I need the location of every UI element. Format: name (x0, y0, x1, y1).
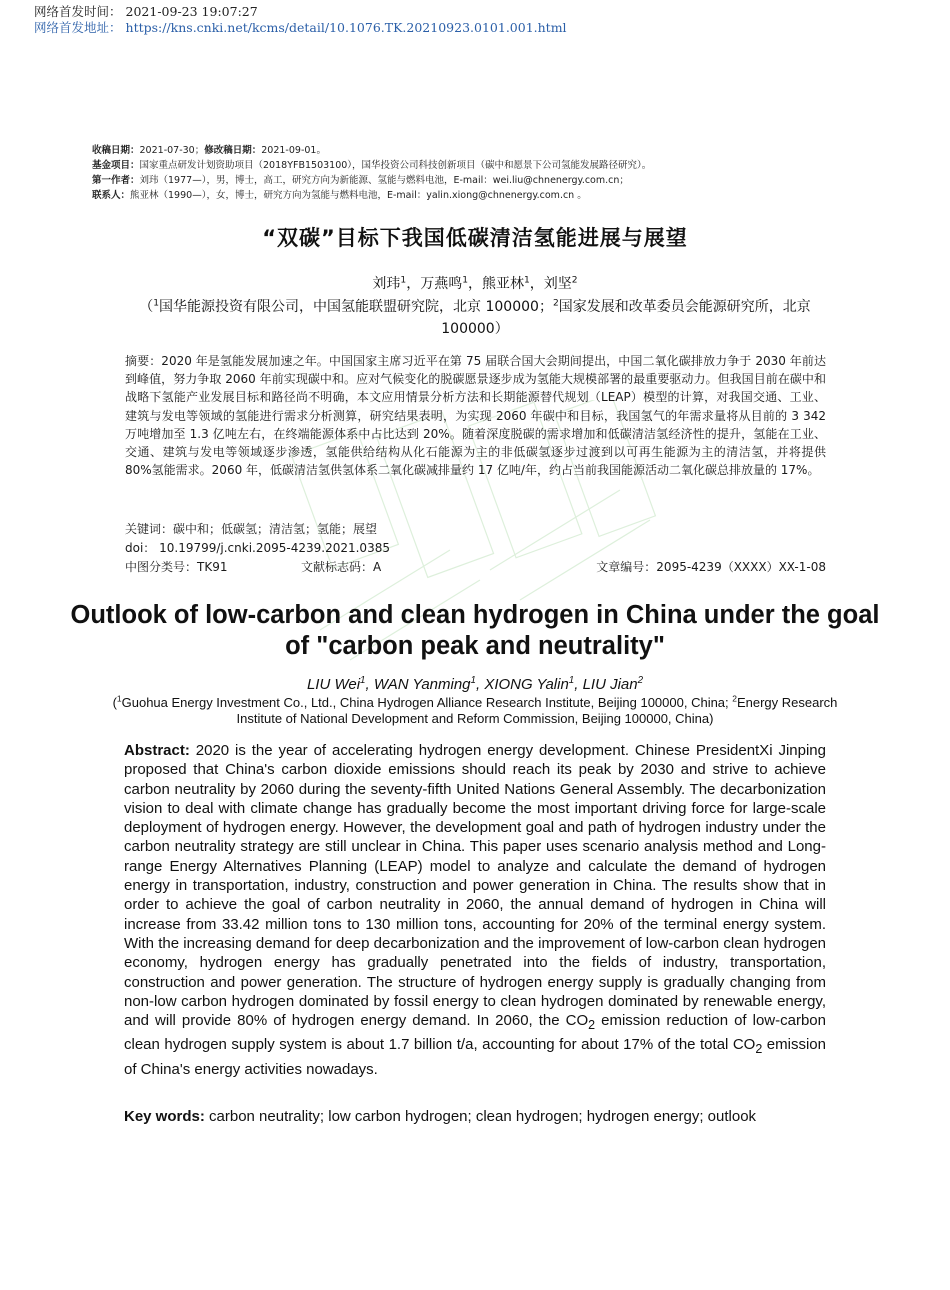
contact-line (92, 188, 872, 203)
publish-time-label: 网络首发时间： (34, 4, 122, 19)
english-keywords (124, 1107, 826, 1126)
contact-label: 联系人： (92, 190, 131, 201)
author-name: 万燕鸣 (420, 276, 463, 292)
author-affil-mark: 1 (524, 275, 530, 286)
fund-line (92, 158, 872, 173)
document-code: 文献标志码：A (301, 560, 382, 574)
author-name: WAN Yanming (373, 676, 471, 693)
abstract-text-1: 2020 is the year of accelerating hydrogen energy development. Chinese PresidentXi Jinping proposed that China's carbon dioxide emissions should reach its peak by 2030 and strive to achieve carbon neutrality by 2060 during the seventy-fifth United Nations General Assembly. The decarbonization vision to deal with climate change has gradually become the most important driving force for large-scale deployment of hydrogen energy. However, the development goal and path of hydrogen industry under the carbon neutrality strategy are still unclear in China. This paper uses scenario analysis method and Long-range Energy Alternatives Planning (LEAP) model to analyze and calculate the demand of hydrogen energy in transportation, industry, construction and power generation in China. The results show that in order to achieve the goal of carbon neutrality in 2060, the annual demand of hydrogen in China will increase from 33.42 million tons to 130 million tons, accounting for 20% of the terminal energy system. With the increasing demand for deep decarbonization and the improvement of low-carbon clean hydrogen economy, hydrogen energy has gradually penetrated into the fields of industry, transportation, construction and power generation. The structure of hydrogen energy supply is gradually changing from non-low carbon hydrogen dominated by fossil energy to clean hydrogen dominated by renewable energy, and will provide 80% of hydrogen energy demand. In 2060, the CO (124, 742, 826, 1030)
author-name: XIONG Yalin (484, 676, 569, 693)
chinese-abstract: 摘要：2020 年是氢能发展加速之年。中国国家主席习近平在第 75 届联合国大会期间提出，中国二氧化碳排放力争于 2030 年前达到峰值，努力争取 2060 年前实现碳中和。应对气候变化的脱碳愿景逐步成为氢能大规模部署的最重要驱动力。但我国目前在碳中和战略下氢能产业发展目标和路径尚不明确，本文应用情景分析方法和长期能源替代规划（LEAP）模型的计算，对我国交通、工业、建筑与发电等领域的氢能进行需求分析测算，研究结果表明，为实现 2060 年碳中和目标，我国氢气的年需求量将从目前的 3 342 万吨增加至 1.3 亿吨左右，在终端能源体系中占比达到 20%。随着深度脱碳的需求增加和低碳清洁氢经济性的提升，氢能在工业、交通、建筑与发电等领域逐步渗透，氢能供给结构从化石能源为主的非低碳氢逐步过渡到以可再生能源为主的清洁氢，并将提供 80%氢能需求。2060 年，低碳清洁氢供氢体系二氧化碳减排量约 17 亿吨/年，约占当前我国能源活动二氧化碳总排放量的 17%。 (125, 354, 826, 478)
revised-date: 2021-09-01。 (261, 145, 326, 156)
affiliation-1: 国华能源投资有限公司，中国氢能联盟研究院，北京 100000； (159, 299, 553, 315)
publish-time-value: 2021-09-23 19:07:27 (125, 4, 258, 19)
author-name: LIU Wei (306, 676, 361, 693)
chinese-keywords: 关键词：碳中和；低碳氢；清洁氢；氢能；展望 (125, 522, 378, 536)
author-separator: , (475, 676, 485, 693)
received-date: 2021-07-30； (139, 145, 205, 156)
online-publish-time (34, 4, 258, 20)
keywords-text: carbon neutrality; low carbon hydrogen; clean hydrogen; hydrogen energy; outlook (204, 1108, 757, 1125)
chinese-authors (0, 273, 950, 293)
keywords-label: Key words: (124, 1108, 205, 1125)
received-label: 收稿日期： (92, 145, 140, 156)
english-affiliations (100, 695, 850, 727)
english-authors (0, 676, 950, 693)
author-affil-mark: 1 (400, 275, 407, 286)
author-separator: ， (406, 276, 421, 292)
subscript-2: 2 (588, 1018, 596, 1033)
clc-number: 中图分类号：TK91 (125, 560, 228, 574)
received-dates (92, 143, 872, 158)
doi[interactable]: doi： 10.19799/j.cnki.2095-4239.2021.0385 (125, 541, 390, 555)
english-title: Outlook of low-carbon and clean hydrogen in China under the goal of "carbon peak and neutrality" (70, 601, 880, 660)
author-affil-mark: 2 (571, 275, 578, 286)
fund-label: 基金项目： (92, 160, 140, 171)
author-separator: ， (468, 276, 482, 292)
first-author-line (92, 173, 872, 188)
affil-open: ( (112, 695, 117, 710)
revised-label: 修改稿日期： (204, 145, 262, 156)
article-meta (92, 143, 872, 203)
author-name: LIU Jian (582, 676, 638, 693)
abstract-text-2: emission reduction of low-carbon clean hydrogen supply system is about 1.7 billion t/a, accounting for about 17% of the total CO (124, 1012, 826, 1054)
publish-url-link[interactable]: https://kns.cnki.net/kcms/detail/10.1076.TK.20210923.0101.001.html (125, 20, 567, 35)
affil-mark: 2 (552, 298, 559, 309)
author-separator: , (365, 676, 374, 693)
online-publish-url[interactable] (34, 20, 567, 36)
author-separator: , (574, 676, 583, 693)
abstract-label: Abstract: (124, 742, 190, 759)
subscript-2: 2 (755, 1042, 763, 1057)
affiliation-1: Guohua Energy Investment Co., Ltd., China Hydrogen Alliance Research Institute, Beijing 100000, China; (121, 695, 733, 710)
author-affil-mark: 1 (360, 675, 366, 686)
author-affil-mark: 1 (462, 275, 468, 286)
author-name: 刘坚 (543, 276, 572, 292)
fund-text: 国家重点研发计划资助项目（2018YFB1503100），国华投资公司科技创新项目（碳中和愿景下公司氢能发展路径研究）。 (139, 160, 652, 171)
chinese-title: “双碳”目标下我国低碳清洁氢能进展与展望 (262, 226, 688, 250)
article-number: 文章编号：2095-4239（XXXX）XX-1-08 (596, 560, 826, 574)
contact-text: 熊亚林（1990—），女，博士，研究方向为氢能与燃料电池，E-mail：yalin.xiong@chnenergy.com.cn 。 (130, 190, 587, 201)
author-affil-mark: 1 (470, 675, 476, 686)
affil-open: （ (139, 299, 154, 315)
abstract-text-3: emission of China's energy activities nowadays. (124, 1036, 826, 1078)
author-separator: ， (529, 276, 544, 292)
affil-mark: 1 (153, 298, 160, 309)
author-affil-mark: 2 (637, 675, 644, 686)
affil-mark: 1 (116, 693, 122, 704)
first-author-label: 第一作者： (92, 175, 140, 186)
author-name: 刘玮 (372, 276, 401, 292)
first-author-text: 刘玮（1977—），男，博士，高工，研究方向为新能源、氢能与燃料电池，E-mail：wei.liu@chnenergy.com.cn； (139, 175, 629, 186)
author-name: 熊亚林 (482, 276, 524, 292)
author-affil-mark: 1 (568, 675, 575, 686)
chinese-affiliations (125, 296, 825, 340)
affil-mark: 2 (732, 693, 737, 704)
affiliation-2: Energy Research Institute of National Development and Reform Commission, Beijing 100000, China) (236, 695, 838, 726)
publish-url-label: 网络首发地址： (34, 20, 122, 35)
english-abstract (124, 741, 826, 1079)
affiliation-2: 国家发展和改革委员会能源研究所，北京 100000） (441, 299, 811, 337)
